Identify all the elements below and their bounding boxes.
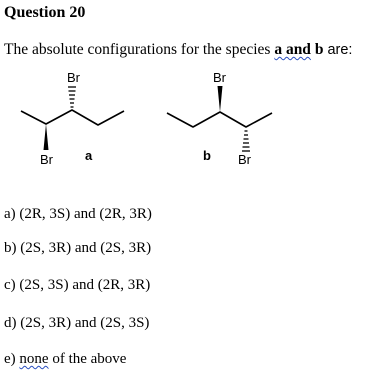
- choice-e[interactable]: [4, 350, 126, 368]
- molecule-b: [167, 70, 272, 167]
- question-heading: Question 20: [4, 4, 86, 21]
- choice-e-suffix: of the above: [48, 351, 127, 367]
- choice-e-prefix: e): [4, 351, 20, 367]
- molecule-a-br-bottom: Br: [40, 152, 53, 167]
- prompt-start: The absolute configurations for the species: [4, 41, 275, 58]
- molecule-a: [21, 70, 124, 167]
- question-prompt: [4, 41, 352, 59]
- molecule-a-hash-bond: [68, 87, 76, 107]
- molecule-b-hash-bond: [242, 131, 250, 151]
- choice-e-none: none: [19, 351, 49, 367]
- molecule-b-wedge-bond: [218, 86, 223, 112]
- choice-c[interactable]: c) (2S, 3S) and (2R, 3R): [4, 277, 151, 293]
- molecule-b-br-bottom: Br: [238, 152, 251, 167]
- prompt-end: are:: [323, 42, 353, 58]
- choice-d[interactable]: d) (2S, 3R) and (2S, 3S): [4, 315, 150, 331]
- molecule-b-label: b: [203, 148, 211, 163]
- molecule-a-skeleton: [21, 110, 124, 125]
- molecule-a-wedge-bond: [44, 124, 49, 150]
- prompt-b: b: [314, 41, 324, 58]
- molecule-b-br-top: Br: [213, 70, 226, 85]
- choice-b[interactable]: b) (2S, 3R) and (2S, 3R): [4, 240, 152, 256]
- molecule-structures: [0, 68, 365, 170]
- molecule-a-br-top: Br: [67, 70, 80, 85]
- prompt-a-and: a and: [274, 41, 311, 58]
- molecule-b-skeleton: [167, 112, 272, 127]
- molecule-a-label: a: [85, 148, 93, 163]
- choice-a[interactable]: a) (2R, 3S) and (2R, 3R): [4, 206, 152, 222]
